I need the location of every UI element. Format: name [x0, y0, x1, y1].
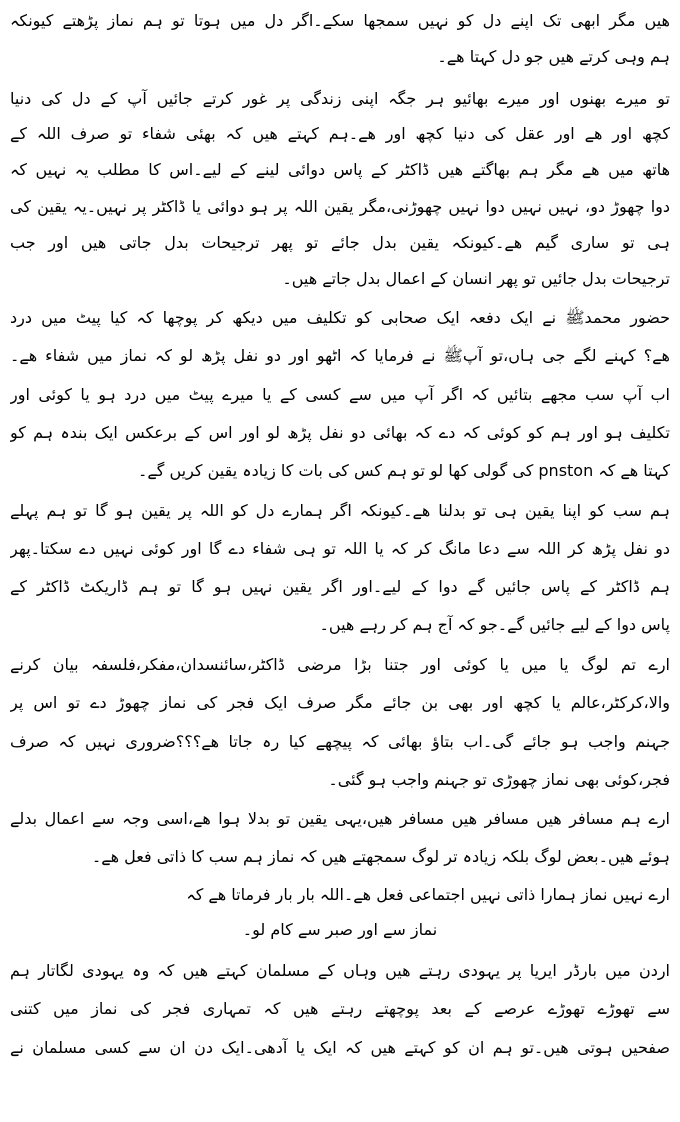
- text-line-19: والا،کرکٹر،عالم یا کچھ اور بھی بن جائے مگر صرف ایک فجر کی نماز چھوڑ دے تو اس پر: [10, 693, 670, 712]
- text-line-11: اب آپ سب مجھے بتائیں کہ اگر آپ میں سے کسی کے یا میرے پیٹ میں درد ہو یا کوئی اور: [10, 385, 670, 404]
- text-line-8: ترجیحات بدل جائیں تو پھر انسان کے اعمال بدل جاتے ھیں۔: [282, 269, 670, 288]
- text-line-10: ھے؟ کہنے لگے جی ہاں،تو آپﷺ نے فرمایا کہ اٹھو اور دو نفل پڑھ لو کہ نماز میں شفاء ھے۔: [10, 346, 670, 365]
- text-line-22: ارے ہم مسافر ھیں مسافر ھیں مسافر ھیں،یہی یقین تو بدلا ہوا ھے،اسی وجہ سے اعمال بدلے: [10, 809, 670, 828]
- text-line-4: کچھ اور ھے اور عقل کی دنیا کچھ اور ھے۔ہم کہتے ھیں کہ بھئی شفاء تو صرف اللہ کے: [10, 124, 670, 143]
- text-line-14: ہم سب کو اپنا یقین ہی تو بدلنا ھے۔کیونکہ اگر ہمارے دل کو اللہ پر یقین ہو گا تو ہم پہلے: [10, 501, 670, 520]
- text-line-16: ہم ڈاکٹر کے پاس جائیں گے دوا کے لیے۔اور اگر یقین نہیں ہو گا تو ہم ڈاریکٹ ڈاکٹر کے: [10, 577, 670, 596]
- text-line-6: دوا چھوڑ دو، نہیں نہیں دوا نہیں چھوڑنی،مگر یقین اللہ پر ہو دوائی یا ڈاکٹر پر نہیں۔یہ یقین کی: [10, 197, 670, 216]
- text-line-1: ھیں مگر ابھی تک اپنے دل کو نہیں سمجھا سکے۔اگر دل میں ہوتا تو ہم نماز پڑھتے کیونکہ: [10, 11, 670, 30]
- text-line-15: دو نفل پڑھ کر اللہ سے دعا مانگ کر کہ یا اللہ تو ہی شفاء دے گا اور کوئی نہیں دے سکتا۔پھر: [10, 539, 670, 558]
- text-line-13: کہتا ھے کہ pnston کی گولی کھا لو تو ہم کس کی بات کا زیادہ یقین کریں گے۔: [137, 461, 670, 480]
- text-line-3: تو میرے بھنوں اور میرے بھائیو ہر جگہ اپنی زندگی پر غور کرتے جائیں آپ کے دل کی دنیا: [10, 89, 670, 108]
- text-line-25: نماز سے اور صبر سے کام لو۔: [242, 920, 438, 939]
- text-line-9: حضور محمدﷺ نے ایک دفعہ ایک صحابی کو تکلیف میں دیکھ کر پوچھا کہ کیا پیٹ میں درد: [10, 308, 670, 327]
- text-line-23: ہوئے ھیں۔بعض لوگ بلکہ زیادہ تر لوگ سمجھتے ھیں کہ نماز ہم سب کا ذاتی فعل ھے۔: [91, 847, 670, 866]
- text-line-2: ہم وہی کرتے ھیں جو دل کہتا ھے۔: [437, 47, 670, 66]
- text-line-5: ھاتھ میں ھے مگر ہم بھاگتے ھیں ڈاکٹر کے پاس دوائی لینے کے لیے۔اس کا مطلب یہ نہیں کہ: [10, 160, 670, 179]
- text-line-24: ارے نہیں نماز ہمارا ذاتی نہیں اجتماعی فعل ھے۔اللہ بار بار فرماتا ھے کہ: [186, 885, 670, 904]
- text-line-21: فجر،کوئی بھی نماز چھوڑی تو جہنم واجب ہو گئی۔: [328, 770, 670, 789]
- text-line-7: ہی تو ساری گیم ھے۔کیونکہ یقین بدل جائے تو پھر ترجیحات بدل جاتی ھیں اور جب: [10, 233, 670, 252]
- text-line-27: سے تھوڑے تھوڑے عرصے کے بعد پوچھتے رہتے ھیں کہ تمہاری فجر کی نماز میں کتنی: [10, 999, 670, 1018]
- text-line-17: پاس دوا کے لیے جائیں گے۔جو کہ آج ہم کر رہے ھیں۔: [319, 615, 670, 634]
- text-line-12: تکلیف ہو اور ہم کو کوئی کہ دے کہ بھائی دو نفل پڑھ لو اور اس کے برعکس ایک بندہ ہم کو: [10, 423, 670, 442]
- text-line-20: جہنم واجب ہو جائے گی۔اب بتاؤ بھائی کہ پیچھے کیا رہ جاتا ھے؟؟؟ضروری نہیں کہ صرف: [10, 732, 670, 751]
- text-line-18: ارے تم لوگ یا میں یا کوئی اور جتنا بڑا مرضی ڈاکٹر،سائنسدان،مفکر،فلسفہ بیان کرنے: [10, 655, 670, 674]
- text-line-28: صفحیں ہوتی ھیں۔تو ہم ان کو کہتے ھیں کہ ایک یا آدھی۔ایک دن ان سے کسی مسلمان نے: [10, 1038, 670, 1057]
- text-line-26: اردن میں بارڈر ایریا پر یہودی رہتے ھیں وہاں کے مسلمان کہتے ھیں کہ وہ یہودی لگاتار ہم: [10, 961, 670, 980]
